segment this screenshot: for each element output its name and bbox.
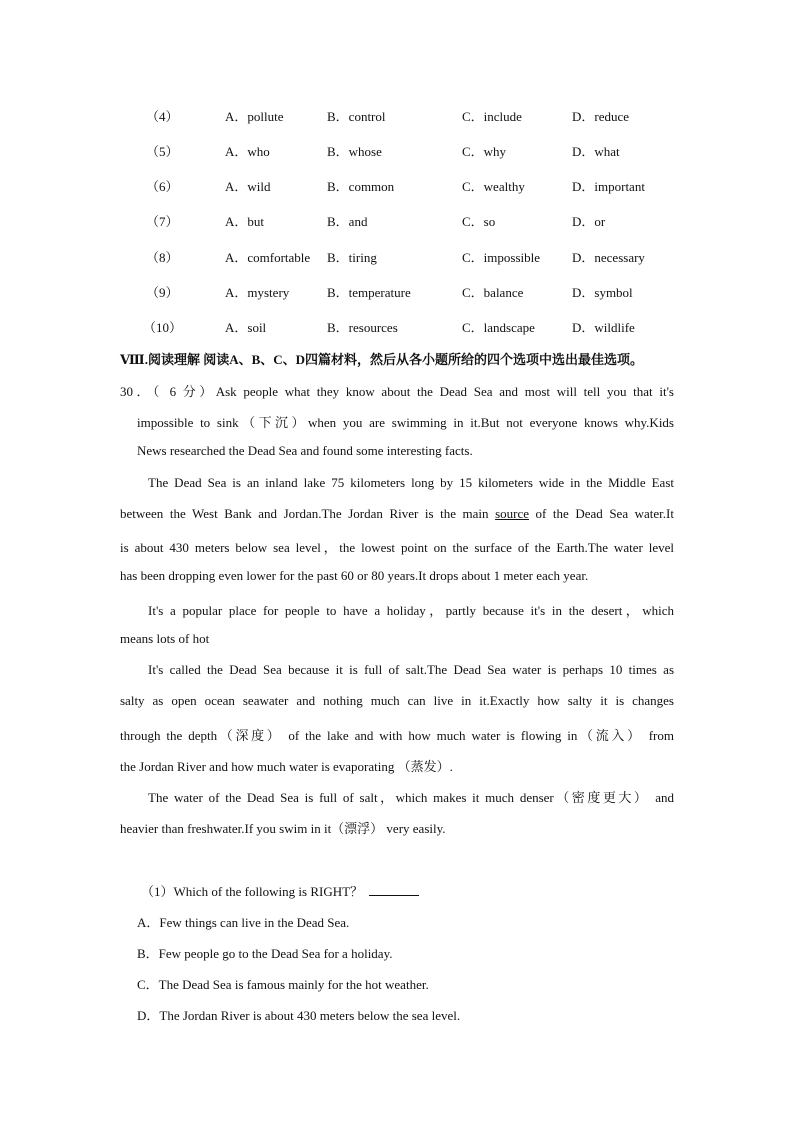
option-d: D．necessary — [572, 250, 645, 265]
option-b: B．control — [327, 109, 386, 124]
question-number: （9） — [146, 285, 179, 300]
option-b: B．temperature — [327, 285, 411, 300]
paragraph-line: The Dead Sea is an inland lake 75 kilometers long by 15 kilometers wide in the Middle East — [148, 475, 674, 490]
sub-question: （1）Which of the following is RIGHT？ — [141, 881, 419, 900]
option-c: C．why — [462, 144, 507, 159]
option-b: B．common — [327, 179, 395, 194]
question-head: 30．（ 6 分）Ask people what they know about the Dead Sea and most will tell you that it's — [120, 384, 674, 399]
option-row-6 — [0, 176, 794, 196]
option-d: D．symbol — [572, 285, 633, 300]
question-number: （6） — [146, 179, 179, 194]
option-d: D．important — [572, 179, 645, 194]
option-a: A．pollute — [225, 109, 284, 124]
option-a: A．but — [225, 214, 265, 229]
option-row-9 — [0, 282, 794, 302]
paragraph-line: means lots of hot — [120, 631, 210, 646]
underlined-word: source — [495, 506, 529, 521]
intro-line: impossible to sink（下沉）when you are swimming in it.But not everyone knows why.Kids — [137, 415, 674, 430]
paragraph-line: It's a popular place for people to have a holiday，partly because it's in the desert，which — [148, 603, 674, 618]
option-d: D．or — [572, 214, 606, 229]
option-d: D．wildlife — [572, 320, 635, 335]
question-number: （8） — [146, 250, 179, 265]
option-a: A．soil — [225, 320, 267, 335]
option-a: A．wild — [225, 179, 271, 194]
question-number: （7） — [146, 214, 179, 229]
option-b: B．resources — [327, 320, 398, 335]
paragraph-line: the Jordan River and how much water is evaporating （蒸发）. — [120, 759, 453, 774]
paragraph-line: through the depth（深度） of the lake and with how much water is flowing in（流入） from — [120, 728, 674, 743]
option-row-10 — [0, 317, 794, 337]
option-c: C．landscape — [462, 320, 535, 335]
paragraph-line: heavier than freshwater.If you swim in it（漂浮） very easily. — [120, 821, 446, 836]
choice-c: C．The Dead Sea is famous mainly for the hot weather. — [137, 977, 429, 992]
option-d: D．what — [572, 144, 620, 159]
section-title: Ⅷ.阅读理解 阅读A、B、C、D四篇材料，然后从各小题所给的四个选项中选出最佳选项。 — [120, 352, 644, 367]
choice-a: A．Few things can live in the Dead Sea. — [137, 915, 350, 930]
option-c: C．balance — [462, 285, 524, 300]
paragraph-line: salty as open ocean seawater and nothing much can live in it.Exactly how salty it is changes — [120, 693, 674, 708]
option-c: C．impossible — [462, 250, 541, 265]
option-a: A．who — [225, 144, 270, 159]
paragraph-line: The water of the Dead Sea is full of salt，which makes it much denser（密度更大） and — [148, 790, 674, 805]
paragraph-line: has been dropping even lower for the past 60 or 80 years.It drops about 1 meter each year. — [120, 568, 589, 583]
choice-b: B．Few people go to the Dead Sea for a holiday. — [137, 946, 393, 961]
option-c: C．wealthy — [462, 179, 525, 194]
question-number: （4） — [146, 109, 179, 124]
option-c: C．so — [462, 214, 496, 229]
intro-line: News researched the Dead Sea and found some interesting facts. — [137, 443, 473, 458]
paragraph-line: It's called the Dead Sea because it is full of salt.The Dead Sea water is perhaps 10 times as — [148, 662, 674, 677]
option-a: A．mystery — [225, 285, 290, 300]
option-d: D．reduce — [572, 109, 630, 124]
option-a: A．comfortable — [225, 250, 311, 265]
option-row-8 — [0, 247, 794, 267]
option-row-4 — [0, 106, 794, 126]
option-row-7 — [0, 211, 794, 231]
question-number: （5） — [146, 144, 179, 159]
paragraph-line: is about 430 meters below sea level，the lowest point on the surface of the Earth.The water level — [120, 540, 674, 555]
option-b: B．whose — [327, 144, 382, 159]
question-number: （10） — [143, 320, 183, 335]
option-row-5 — [0, 141, 794, 161]
paragraph-line: between the West Bank and Jordan.The Jordan River is the main source of the Dead Sea water.It — [120, 506, 674, 521]
choice-d: D．The Jordan River is about 430 meters below the sea level. — [137, 1008, 461, 1023]
option-c: C．include — [462, 109, 522, 124]
option-b: B．tiring — [327, 250, 377, 265]
option-b: B．and — [327, 214, 368, 229]
answer-blank[interactable] — [369, 883, 419, 896]
